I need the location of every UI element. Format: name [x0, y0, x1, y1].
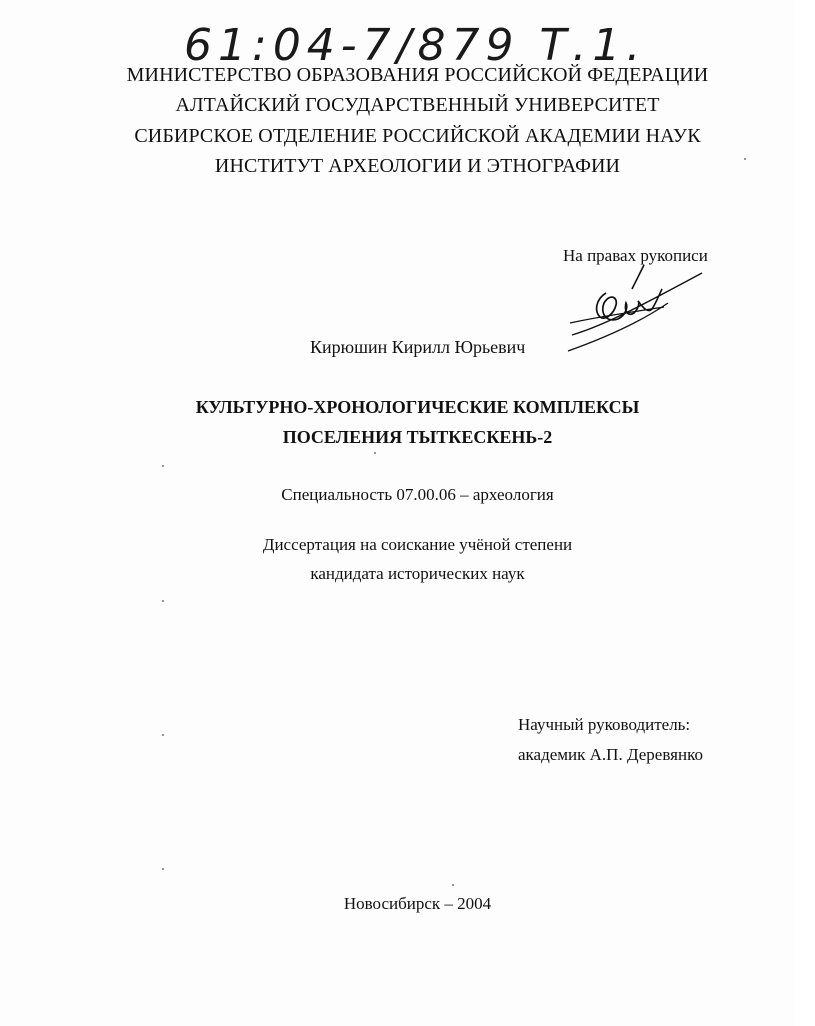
city-year: Новосибирск – 2004 — [343, 894, 492, 913]
scan-speck — [162, 600, 164, 602]
university-line: АЛТАЙСКИЙ ГОСУДАРСТВЕННЫЙ УНИВЕРСИТЕТ — [175, 94, 660, 116]
scan-speck — [744, 158, 746, 160]
degree-line-2: кандидата исторических наук — [310, 564, 525, 583]
scan-speck — [162, 868, 164, 870]
specialty-line: Специальность 07.00.06 – археология — [281, 485, 554, 504]
scan-speck — [374, 452, 376, 454]
scan-speck — [162, 734, 164, 736]
scan-speck — [162, 465, 164, 467]
signature-drawing — [566, 263, 706, 355]
archive-mark-text: 61:04-7/879 Т.1. — [184, 20, 647, 71]
ministry-line: МИНИСТЕРСТВО ОБРАЗОВАНИЯ РОССИЙСКОЙ ФЕДЕРАЦИИ — [126, 64, 709, 86]
dissertation-title-line-2: ПОСЕЛЕНИЯ ТЫТКЕСКЕНЬ-2 — [282, 427, 553, 447]
rights-note: На правах рукописи — [563, 246, 708, 265]
supervisor-name: академик А.П. Деревянко — [518, 745, 703, 764]
scan-speck — [452, 884, 454, 886]
degree-line-1: Диссертация на соискание учёной степени — [262, 535, 573, 554]
institute-line: ИНСТИТУТ АРХЕОЛОГИИ И ЭТНОГРАФИИ — [214, 155, 621, 177]
handwritten-signature — [566, 263, 706, 355]
author-name: Кирюшин Кирилл Юрьевич — [310, 337, 526, 357]
supervisor-label: Научный руководитель: — [518, 715, 691, 734]
academy-branch-line: СИБИРСКОЕ ОТДЕЛЕНИЕ РОССИЙСКОЙ АКАДЕМИИ НАУК — [134, 125, 701, 147]
dissertation-title-line-1: КУЛЬТУРНО-ХРОНОЛОГИЧЕСКИЕ КОМПЛЕКСЫ — [195, 397, 640, 417]
